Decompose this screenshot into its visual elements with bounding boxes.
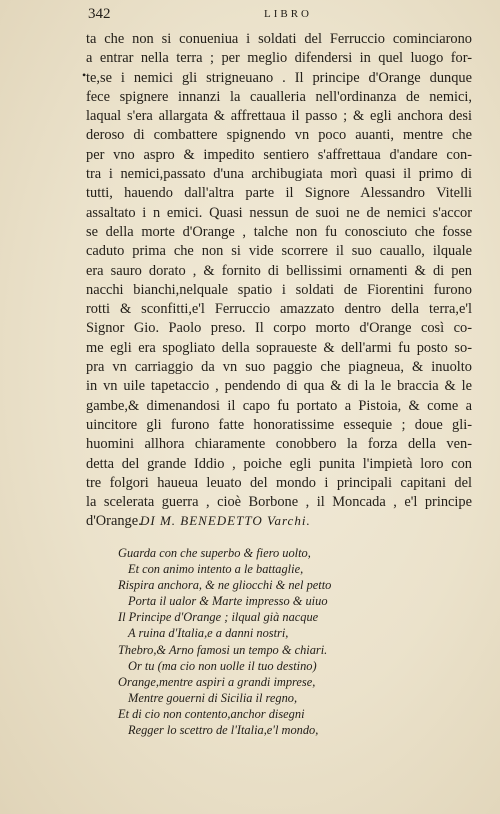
prose-line: se della morte d'Orange , talche non fu conosciuto che fosse [86, 223, 472, 240]
verse-line: Et di cio non contento,anchor disegni [118, 706, 305, 721]
prose-line: laqual s'era allargata & affrettaua il passo ; & egli anchora desi [86, 108, 472, 125]
prose-line: huomini allhora chiaramente conobbero la forza della ven- [86, 436, 472, 453]
running-head: LIBRO [264, 8, 312, 20]
prose-line: pra vn carriaggio da vn suo paggio che piagneua, & inuolto [86, 359, 472, 376]
verse-body [118, 545, 331, 738]
prose-line: nacchi bianchi,nelquale spatio i soldati de Fiorentini furono [86, 281, 472, 298]
verse-line: A ruina d'Italia,e a danni nostri, [128, 626, 289, 641]
prose-line: d'Orange. [86, 513, 142, 530]
prose-line: fece spignere innanzi la caualleria nell'ordinanza de nemici, [86, 88, 472, 105]
prose-line: rotti & sconfitti,e'l Ferruccio amazzato dentro della terra,e'l [86, 301, 472, 318]
prose-line: detta del grande Iddio , poiche egli punita l'impietà loro con [86, 455, 472, 472]
prose-line: assaltato i n emici. Quasi nessun de suoi ne de nemici s'accor [86, 204, 472, 221]
verse-line: Guarda con che superbo & fiero uolto, [118, 546, 311, 560]
prose-line: la scelerata guerra , cioè Borbone , il Moncada , e'l principe [86, 494, 472, 511]
prose-line: era sauro dorato , & fornito di bellissimi ornamenti & di pen [86, 262, 472, 279]
verse-line: Thebro,& Arno famosi un tempo & chiari. [118, 642, 328, 657]
verse-line: Or tu (ma cio non uolle il tuo destino) [128, 658, 317, 673]
prose-line: me egli era spogliato della sopraueste & dell'armi fu posto so- [86, 339, 472, 356]
margin-marker: • [82, 68, 87, 82]
prose-line: tra i nemici,passato d'una archibugiata morì quasi il primo di [86, 166, 472, 183]
prose-line: ta che non si conueniua i soldati del Ferruccio cominciarono [86, 31, 472, 47]
prose-line: tutti, hauendo dall'altra parte il Signore Alessandro Vitelli [86, 185, 472, 202]
page-number: 342 [88, 6, 111, 22]
prose-line: in vn uile tapetaccio , pendendo di qua & di la le braccia & le [86, 378, 472, 395]
prose-line: per vno aspro & impedito sentiero s'affrettaua d'andare con- [86, 146, 472, 163]
prose-line: a entrar nella terra ; per meglio difendersi in quel luogo for- [86, 50, 472, 67]
prose-line: tre folgori haueua leuato del mondo i principali capitani del [86, 474, 472, 491]
prose-line: Signor Gio. Paolo preso. Il corpo morto d'Orange così co- [86, 320, 472, 337]
prose-line: te,se i nemici gli strigneuano . Il principe d'Orange dunque [86, 69, 472, 86]
verse-line: Regger lo scettro de l'Italia,e'l mondo, [128, 723, 319, 738]
verse-line: Mentre gouerni di Sicilia il regno, [128, 690, 298, 705]
verse-line: Et con animo intento a le battaglie, [128, 562, 304, 577]
prose-line: deroso di combattere spignendo vn poco auanti, mentre che [86, 127, 472, 144]
prose-line: gambe,& dimenandosi il capo fu portato a Pistoia, & come a [86, 397, 472, 414]
verse-title: DI M. BENEDETTO Varchi. [140, 513, 311, 528]
prose-line: uincitore gli furono fatte honoratissime essequie ; doue gli- [86, 416, 472, 433]
prose-line: caduto prima che non si vide scorrere il suo cauallo, ilquale [86, 243, 472, 260]
verse-line: Rispira anchora, & ne gliocchi & nel petto [118, 578, 332, 593]
verse-line: Orange,mentre aspiri a grandi imprese, [118, 674, 316, 689]
prose-body [86, 30, 472, 532]
verse-line: Porta il ualor & Marte impresso & uiuo [128, 594, 328, 609]
verse-line: Il Principe d'Orange ; ilqual già nacque [118, 610, 319, 625]
page-header [88, 6, 454, 24]
